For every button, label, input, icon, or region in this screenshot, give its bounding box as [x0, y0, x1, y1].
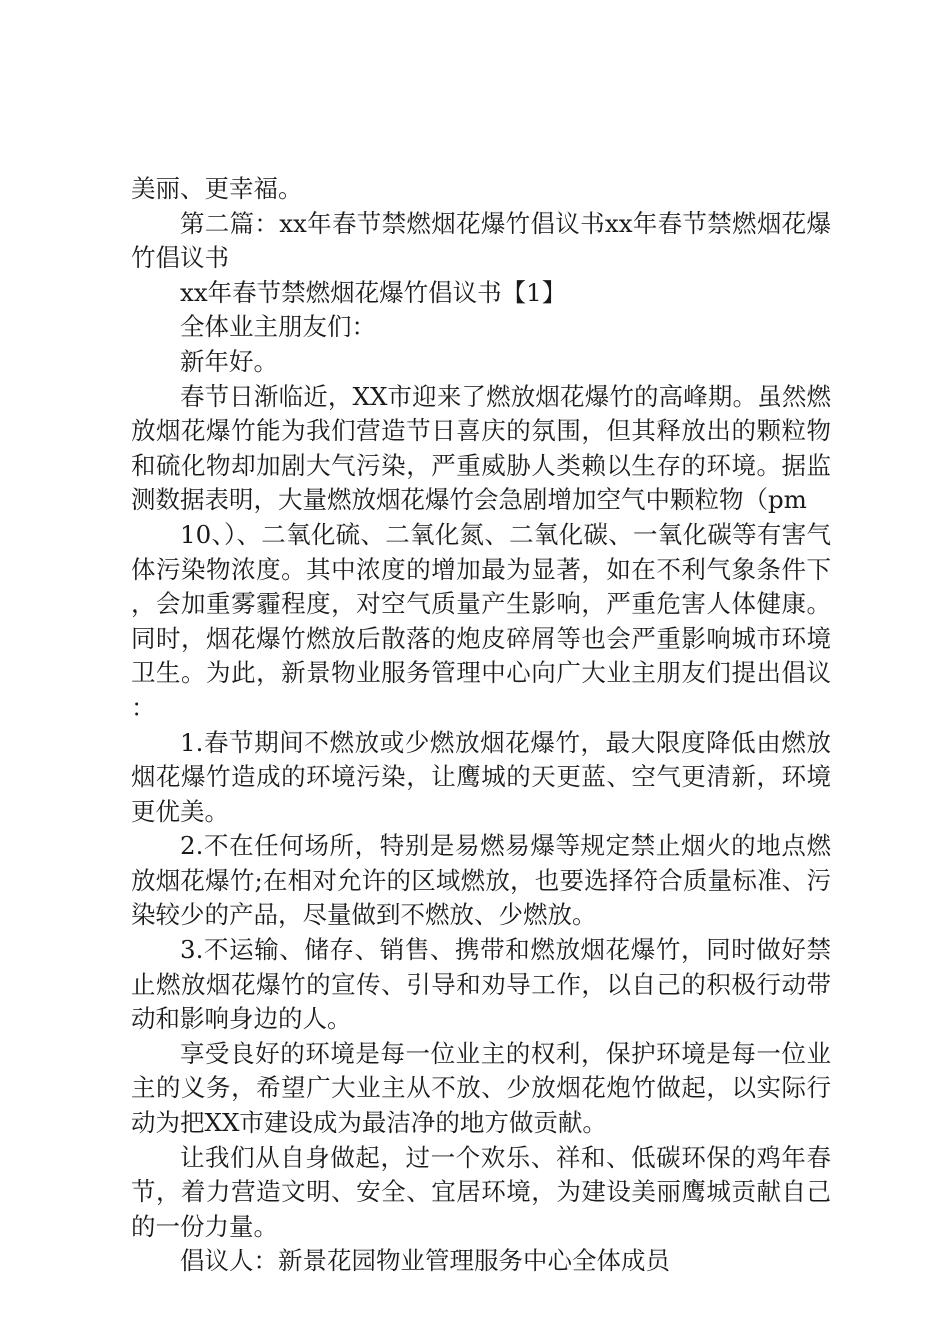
salutation: 全体业主朋友们： [180, 312, 376, 342]
document-page [131, 172, 831, 1279]
signature-line: 倡议人：新景花园物业管理服务中心全体成员 [180, 1246, 670, 1276]
paragraph-continuation: 美丽、更幸福。 [131, 174, 303, 203]
greeting: 新年好。 [180, 346, 278, 376]
paragraph-call-to-action: 让我们从自身做起，过一个欢乐、祥和、低碳环保的鸡年春节，着力营造文明、安全、宜居环境，为建设美丽鹰城贡献自己的一份力量。 [131, 1142, 831, 1241]
proposal-heading: xx年春节禁燃烟花爆竹倡议书【1】 [180, 277, 567, 307]
section-title-part-two: 第二篇：xx年春节禁燃烟花爆竹倡议书xx年春节禁燃烟花爆竹倡议书 [131, 208, 831, 273]
paragraph-intro: 春节日渐临近，XX市迎来了燃放烟花爆竹的高峰期。虽然燃放烟花爆竹能为我们营造节日喜庆的氛围，但其释放出的颗粒物和硫化物却加剧大气污染，严重威胁人类赖以生存的环境。据监测数据表明，大量燃放烟花爆竹会急剧增加空气中颗粒物（pm [131, 381, 831, 515]
proposal-item-2: 2.不在任何场所，特别是易燃易爆等规定禁止烟火的地点燃放烟花爆竹;在相对允许的区域燃放，也要选择符合质量标准、污染较少的产品，尽量做到不燃放、少燃放。 [131, 831, 831, 930]
proposal-item-1: 1.春节期间不燃放或少燃放烟花爆竹，最大限度降低由燃放烟花爆竹造成的环境污染，让鹰城的天更蓝、空气更清新，环境更优美。 [131, 727, 831, 826]
paragraph-pollutants: 10、）、二氧化硫、二氧化氮、二氧化碳、一氧化碳等有害气体污染物浓度。其中浓度的增加最为显著，如在不利气象条件下，会加重雾霾程度，对空气质量产生影响，严重危害人体健康。同时，烟花爆竹燃放后散落的炮皮碎屑等也会严重影响城市环境卫生。为此，新景物业服务管理中心向广大业主朋友们提出倡议： [131, 519, 831, 722]
paragraph-rights-duties: 享受良好的环境是每一位业主的权利，保护环境是每一位业主的义务，希望广大业主从不放、少放烟花炮竹做起，以实际行动为把XX市建设成为最洁净的地方做贡献。 [131, 1038, 831, 1138]
proposal-item-3: 3.不运输、储存、销售、携带和燃放烟花爆竹，同时做好禁止燃放烟花爆竹的宣传、引导和劝导工作，以自己的积极行动带动和影响身边的人。 [131, 935, 831, 1034]
